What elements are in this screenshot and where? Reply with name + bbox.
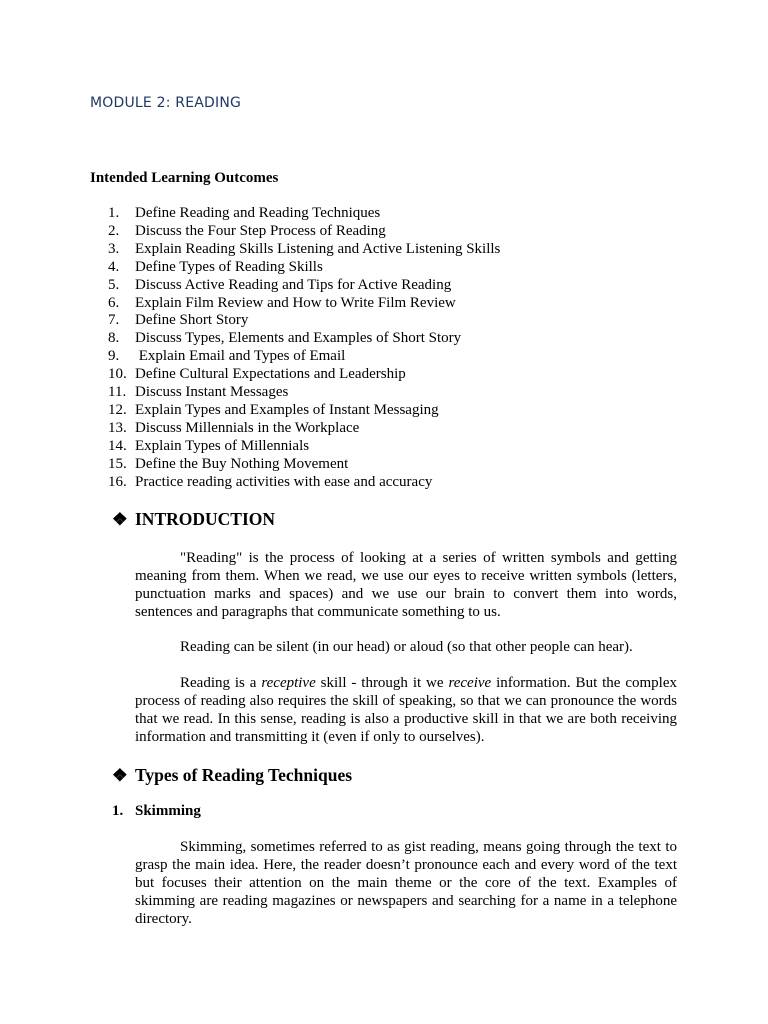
module-title: MODULE 2: READING: [90, 95, 242, 111]
p3-text-a: Reading is a: [180, 675, 262, 691]
outcome-item: [108, 223, 500, 241]
outcome-number: 4.: [108, 258, 120, 275]
outcome-number: 14.: [108, 437, 127, 454]
outcome-item: [108, 474, 500, 492]
outcome-number: 15.: [108, 455, 127, 472]
outcome-text: Discuss Active Reading and Tips for Active Reading: [135, 276, 452, 293]
outcome-item: [108, 330, 500, 348]
outcome-number: 10.: [108, 366, 127, 383]
introduction-heading-text: INTRODUCTION: [135, 509, 276, 529]
learning-outcomes-list: [108, 205, 500, 492]
skimming-heading-text: Skimming: [135, 803, 201, 819]
outcome-text: Define Cultural Expectations and Leadership: [135, 366, 406, 383]
outcome-number: 7.: [108, 312, 120, 329]
outcome-text: Explain Types of Millennials: [135, 437, 310, 454]
skimming-heading: [112, 803, 201, 820]
outcome-item: [108, 277, 500, 295]
introduction-paragraph-1: "Reading" is the process of looking at a series of written symbols and getting meaning from them. When we read, we use our eyes to receive written symbols (letters, punctuation marks and spaces) and we use our brain to convert them into words, sentences and paragraphs that communicate something to us.: [135, 550, 677, 620]
outcome-text: Define Types of Reading Skills: [135, 258, 323, 275]
outcome-number: 6.: [108, 294, 120, 311]
outcome-number: 8.: [108, 330, 120, 347]
learning-outcomes-heading: Intended Learning Outcomes: [90, 170, 279, 186]
outcome-item: [108, 348, 500, 366]
outcome-item: [108, 420, 500, 438]
skimming-paragraph: Skimming, sometimes referred to as gist reading, means going through the text to grasp the main idea. Here, the reader doesn’t pronounce each and every word of the text but focuses their attention on the main theme or the core of the text. Examples of skimming are reading magazines or newspapers and searching for a name in a telephone directory.: [135, 839, 677, 927]
outcome-number: 9.: [108, 348, 120, 365]
outcome-text: Explain Email and Types of Email: [135, 348, 346, 365]
outcome-item: [108, 241, 500, 259]
outcome-text: Define Reading and Reading Techniques: [135, 205, 381, 221]
introduction-paragraph-2: Reading can be silent (in our head) or aloud (so that other people can hear).: [180, 639, 633, 655]
outcome-item: [108, 312, 500, 330]
outcome-item: [108, 402, 500, 420]
outcome-item: [108, 438, 500, 456]
outcome-number: 1.: [108, 205, 120, 221]
reading-techniques-heading-text: Types of Reading Techniques: [135, 765, 353, 785]
outcome-text: Explain Types and Examples of Instant Messaging: [135, 401, 439, 418]
outcome-item: [108, 205, 500, 223]
outcome-number: 5.: [108, 276, 120, 293]
outcome-item: [108, 456, 500, 474]
outcome-number: 12.: [108, 401, 127, 418]
outcome-item: [108, 384, 500, 402]
outcome-text: Explain Reading Skills Listening and Active Listening Skills: [135, 240, 501, 257]
outcome-number: 3.: [108, 240, 120, 257]
outcome-text: Practice reading activities with ease and accuracy: [135, 473, 433, 490]
reading-techniques-heading: [112, 765, 352, 786]
diamond-bullet-icon: ❖: [112, 509, 128, 529]
outcome-text: Discuss Instant Messages: [135, 384, 289, 401]
p3-text-c: skill - through it we: [315, 675, 449, 691]
outcome-number: 2.: [108, 222, 120, 239]
outcome-text: Discuss Millennials in the Workplace: [135, 419, 360, 436]
outcome-item: [108, 366, 500, 384]
p3-text-e: information. But the complex process of reading also requires the skill of speaking, so that we can pronounce the words that we read. In this sense, reading is also a productive skill in that we are both receiving information and transmitting it (even if only to ourselves).: [135, 675, 678, 745]
outcome-text: Discuss the Four Step Process of Reading: [135, 222, 386, 239]
outcome-item: [108, 259, 500, 277]
introduction-heading: [112, 509, 275, 530]
outcome-text: Explain Film Review and How to Write Film Review: [135, 294, 456, 311]
introduction-paragraph-3: [135, 675, 677, 747]
outcome-number: 16.: [108, 473, 127, 490]
outcome-text: Discuss Types, Elements and Examples of Short Story: [135, 330, 462, 347]
outcome-number: 13.: [108, 419, 127, 436]
outcome-text: Define Short Story: [135, 312, 249, 329]
outcome-item: [108, 295, 500, 313]
diamond-bullet-icon: ❖: [112, 765, 128, 785]
outcome-number: 11.: [108, 384, 127, 401]
outcome-text: Define the Buy Nothing Movement: [135, 455, 349, 472]
p3-emphasis-receptive: receptive: [261, 675, 316, 691]
p3-emphasis-receive: receive: [448, 675, 492, 691]
skimming-number: 1.: [112, 803, 124, 819]
